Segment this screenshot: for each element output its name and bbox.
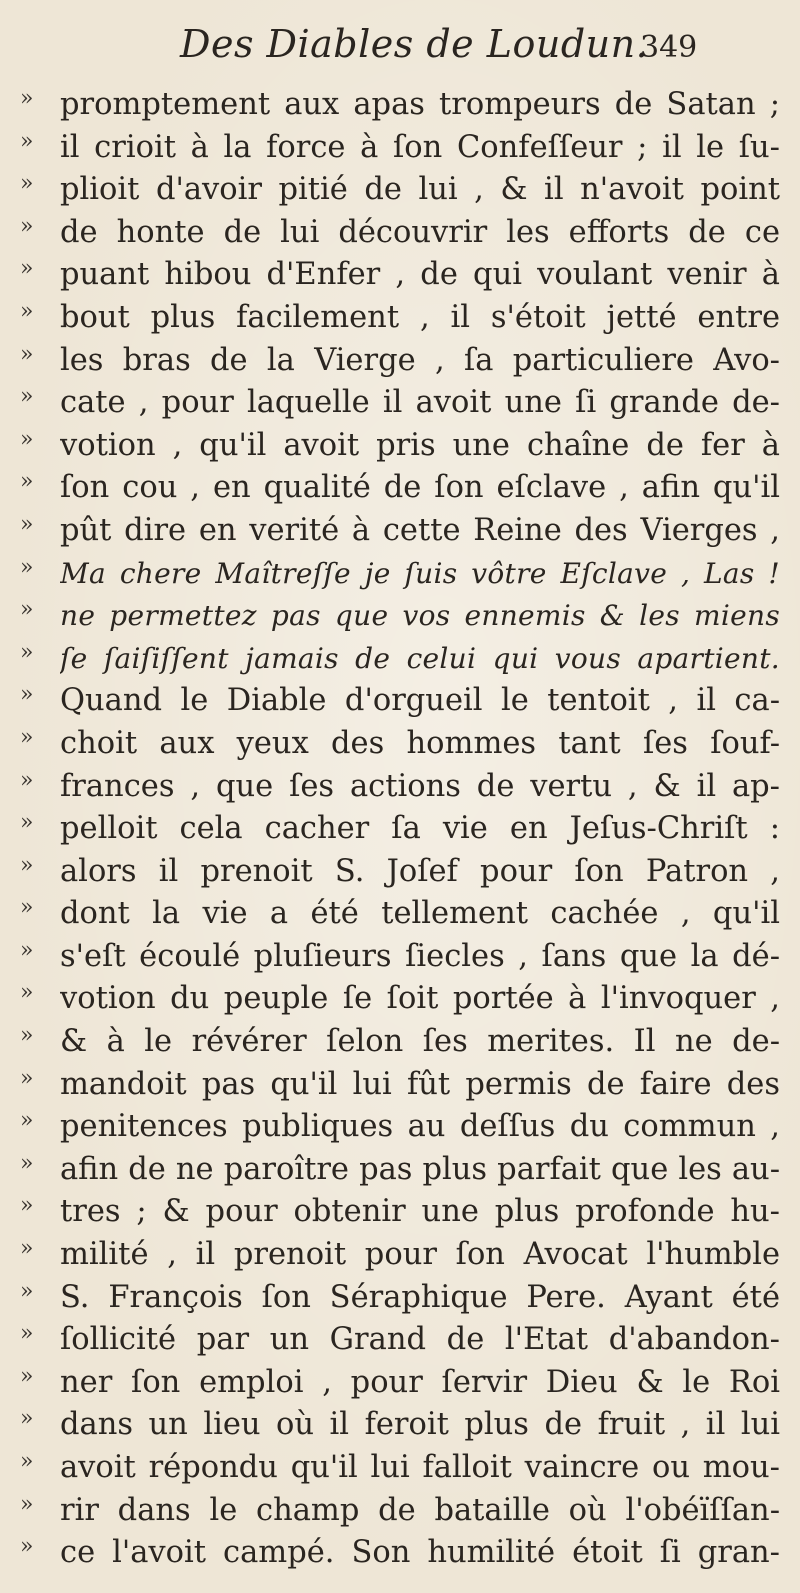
line-text: pelloit cela cacher ſa vie en Jeſus-Chriſt : bbox=[60, 811, 780, 847]
line-text: votion , qu'il avoit pris une chaîne de fer à bbox=[60, 427, 780, 463]
quotation-mark: » bbox=[20, 298, 34, 324]
line-text: votion du peuple ſe ſoit portée à l'invoquer , bbox=[60, 981, 780, 1017]
line-text: dont la vie a été tellement cachée , qu'il bbox=[60, 896, 780, 932]
line-text: alors il prenoit S. Joſef pour ſon Patron , bbox=[60, 853, 780, 889]
line-text: Quand le Diable d'orgueil le tentoit , il ca- bbox=[60, 683, 780, 719]
quotation-mark: » bbox=[20, 86, 34, 111]
quotation-mark: » bbox=[20, 341, 34, 367]
text-line bbox=[0, 1021, 800, 1064]
line-text: afin de ne paroître pas plus parfait que les au- bbox=[60, 1151, 780, 1187]
line-text: bout plus facilement , il s'étoit jetté entre bbox=[60, 299, 780, 335]
line-text: cate , pour laquelle il avoit une ſi grande de- bbox=[60, 385, 780, 421]
line-text: Ma chere Maîtreſſe je ſuis vôtre Eſclave , Las ! bbox=[60, 556, 780, 590]
quotation-mark: » bbox=[20, 128, 34, 154]
line-text: dans un lieu où il feroit plus de fruit , il lui bbox=[60, 1407, 780, 1443]
quotation-mark: » bbox=[20, 1065, 34, 1091]
quotation-mark: » bbox=[20, 1193, 34, 1219]
text-line bbox=[0, 254, 800, 297]
quotation-mark: » bbox=[20, 1491, 34, 1517]
text-line bbox=[0, 638, 800, 681]
text-line bbox=[0, 1064, 800, 1107]
line-text: rir dans le champ de bataille où l'obéïſſan- bbox=[60, 1492, 780, 1528]
quotation-mark: » bbox=[20, 639, 34, 665]
text-line bbox=[0, 382, 800, 425]
text-line bbox=[0, 467, 800, 510]
body-text bbox=[0, 84, 800, 1575]
quotation-mark: » bbox=[20, 256, 34, 282]
quotation-mark: » bbox=[20, 1023, 34, 1049]
quotation-mark: » bbox=[20, 1534, 34, 1560]
quotation-mark: » bbox=[20, 724, 34, 750]
text-line bbox=[0, 127, 800, 170]
line-text: les bras de la Vierge , ſa particuliere Avo- bbox=[60, 342, 780, 378]
running-title: Des Diables de Loudun. bbox=[180, 22, 649, 66]
line-text: tres ; & pour obtenir une plus profonde hu- bbox=[60, 1194, 780, 1230]
text-line bbox=[0, 1532, 800, 1575]
text-line bbox=[0, 510, 800, 553]
text-line bbox=[0, 425, 800, 468]
text-line bbox=[0, 1191, 800, 1234]
line-text: promptement aux apas trompeurs de Satan ; bbox=[60, 87, 780, 122]
text-line bbox=[0, 851, 800, 894]
quotation-mark: » bbox=[20, 1236, 34, 1262]
quotation-mark: » bbox=[20, 852, 34, 878]
quotation-mark: » bbox=[20, 1406, 34, 1432]
text-line bbox=[0, 680, 800, 723]
line-text: choit aux yeux des hommes tant ſes ſouf- bbox=[60, 725, 780, 761]
line-text: il crioit à la force à ſon Confeſſeur ; il le ſu- bbox=[60, 129, 780, 165]
text-line bbox=[0, 1234, 800, 1277]
quotation-mark: » bbox=[20, 895, 34, 921]
text-line bbox=[0, 595, 800, 638]
quotation-mark: » bbox=[20, 937, 34, 963]
text-line bbox=[0, 978, 800, 1021]
quotation-mark: » bbox=[20, 384, 34, 410]
quotation-mark: » bbox=[20, 1321, 34, 1347]
text-line bbox=[0, 1362, 800, 1405]
quotation-mark: » bbox=[20, 554, 34, 580]
text-line bbox=[0, 340, 800, 383]
text-line bbox=[0, 1106, 800, 1149]
quotation-mark: » bbox=[20, 1150, 34, 1176]
text-line bbox=[0, 766, 800, 809]
page-header bbox=[0, 8, 800, 78]
line-text: S. François ſon Séraphique Pere. Ayant été bbox=[60, 1279, 780, 1315]
quotation-mark: » bbox=[20, 1449, 34, 1474]
quotation-mark: » bbox=[20, 767, 34, 793]
text-line bbox=[0, 1404, 800, 1447]
text-line bbox=[0, 84, 800, 127]
quotation-mark: » bbox=[20, 1108, 34, 1134]
line-text: de honte de lui découvrir les efforts de ce bbox=[60, 214, 780, 250]
quotation-mark: » bbox=[20, 213, 34, 239]
text-line bbox=[0, 553, 800, 596]
quotation-mark: » bbox=[20, 980, 34, 1006]
text-line bbox=[0, 212, 800, 255]
line-text: ce l'avoit campé. Son humilité étoit ſi gran- bbox=[60, 1535, 780, 1571]
line-text: pût dire en verité à cette Reine des Vierges , bbox=[60, 512, 780, 548]
text-line bbox=[0, 1149, 800, 1192]
quotation-mark: » bbox=[20, 1278, 34, 1304]
text-line bbox=[0, 297, 800, 340]
text-line bbox=[0, 936, 800, 979]
text-line bbox=[0, 893, 800, 936]
text-line bbox=[0, 169, 800, 212]
text-line bbox=[0, 1277, 800, 1320]
quotation-mark: » bbox=[20, 426, 34, 452]
line-text: ſon cou , en qualité de ſon eſclave , afin qu'il bbox=[60, 470, 780, 506]
quotation-mark: » bbox=[20, 511, 34, 537]
quotation-mark: » bbox=[20, 1363, 34, 1389]
page-number: 349 bbox=[640, 30, 698, 65]
line-text: ſollicité par un Grand de l'Etat d'abandon- bbox=[60, 1322, 780, 1358]
line-text: mandoit pas qu'il lui fût permis de faire des bbox=[60, 1066, 780, 1102]
line-text: ne permettez pas que vos ennemis & les miens bbox=[60, 599, 780, 633]
line-text: milité , il prenoit pour ſon Avocat l'humble bbox=[60, 1237, 780, 1273]
quotation-mark: » bbox=[20, 469, 34, 495]
line-text: plioit d'avoir pitié de lui , & il n'avoit point bbox=[60, 172, 780, 208]
quotation-mark: » bbox=[20, 810, 34, 836]
line-text: ſe ſaiſiſſent jamais de celui qui vous apartient. bbox=[60, 641, 780, 675]
text-line bbox=[0, 1490, 800, 1533]
text-line bbox=[0, 808, 800, 851]
text-line bbox=[0, 723, 800, 766]
line-text: avoit répondu qu'il lui falloit vaincre ou mou- bbox=[60, 1450, 780, 1485]
quotation-mark: » bbox=[20, 682, 34, 708]
quotation-mark: » bbox=[20, 171, 34, 197]
line-text: & à le révérer ſelon ſes merites. Il ne de- bbox=[60, 1024, 780, 1060]
line-text: s'eſt écoulé pluſieurs ſiecles , ſans que la dé- bbox=[60, 938, 780, 974]
quotation-mark: » bbox=[20, 597, 34, 623]
line-text: puant hibou d'Enfer , de qui voulant venir à bbox=[60, 257, 780, 293]
text-line bbox=[0, 1447, 800, 1490]
text-line bbox=[0, 1319, 800, 1362]
line-text: frances , que ſes actions de vertu , & il ap- bbox=[60, 768, 780, 804]
line-text: ner ſon emploi , pour ſervir Dieu & le Roi bbox=[60, 1364, 780, 1400]
line-text: penitences publiques au deſſus du commun , bbox=[60, 1109, 780, 1145]
